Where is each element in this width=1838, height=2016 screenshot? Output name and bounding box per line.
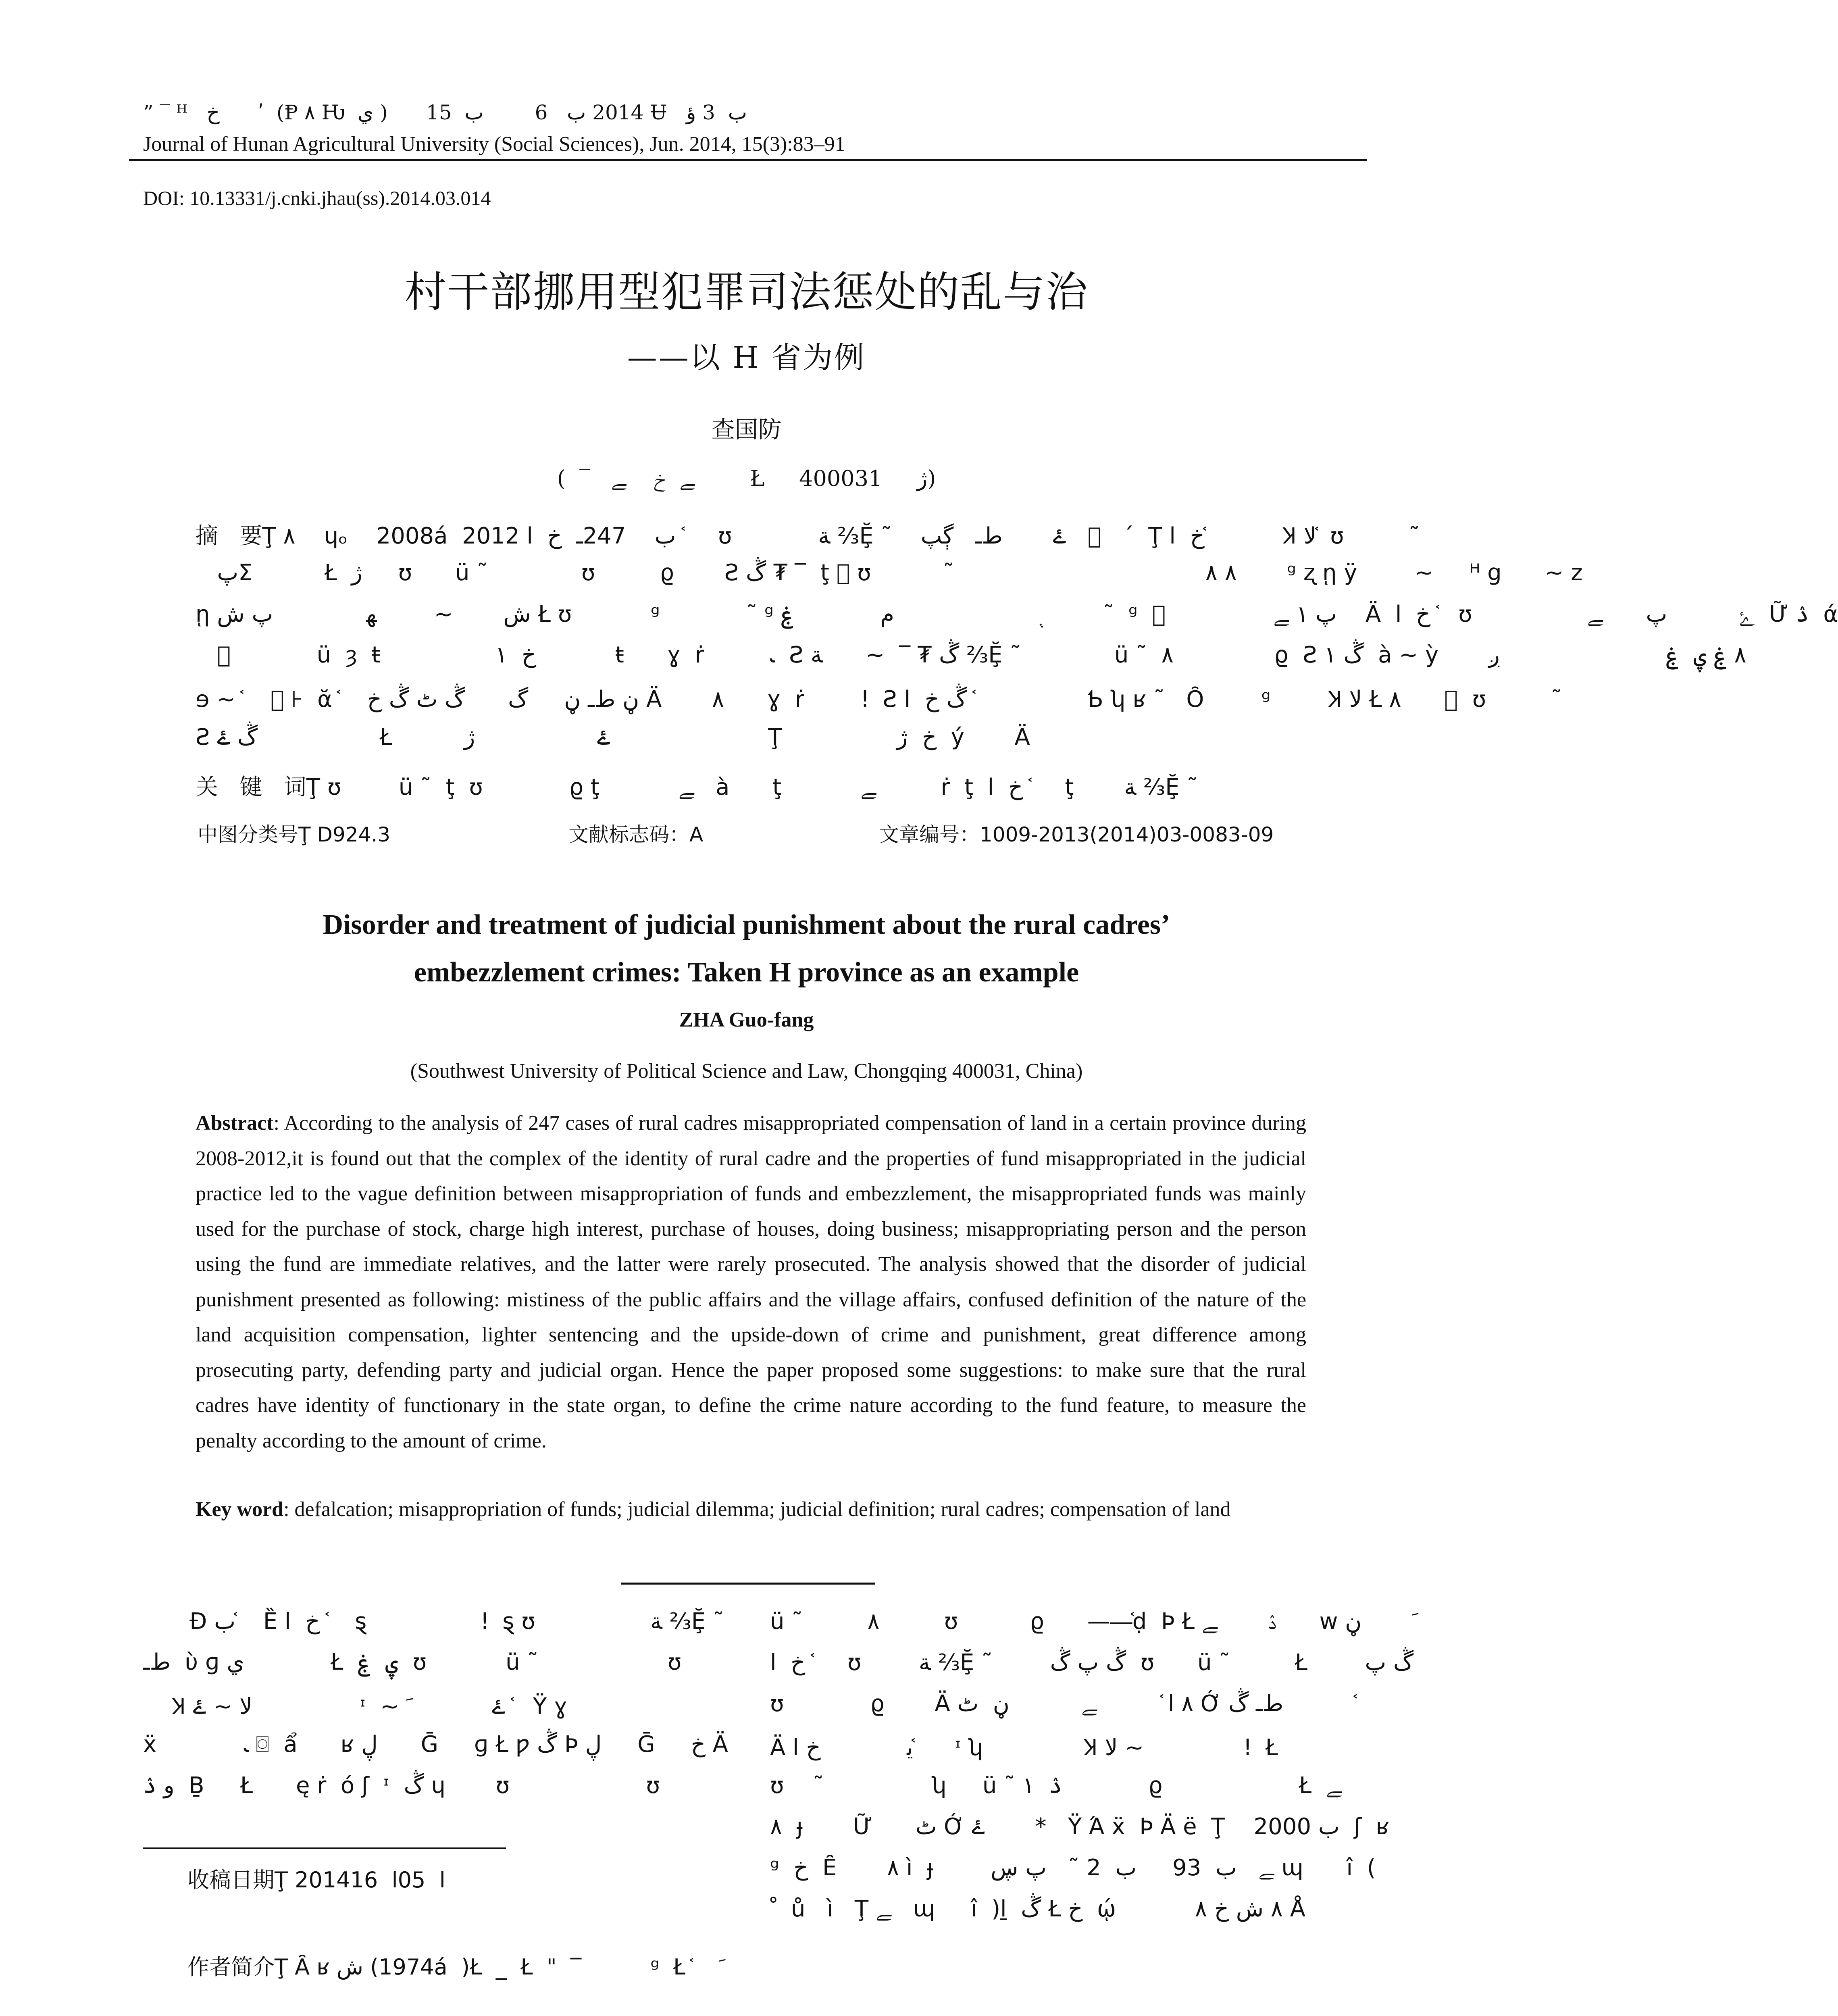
keywords-text: : defalcation; misappropriation of funds; judicial dilemma; judicial definition; rural cadres; compensation of land	[283, 1498, 1231, 1521]
classification-number: 中图分类号Ţ D924.3	[198, 823, 391, 846]
author-bio	[187, 1899, 726, 2016]
received-date: 收稿日期Ţ 2014ﺍ 05ﺍ 16	[187, 1867, 445, 1893]
body-line: ﻭ ۮ Ḇ Ł ę ṙ ó ʃ ᶦ ڴ ɥ ʊ ʊ	[143, 1772, 660, 1799]
author-en: ZHA Guo-fang	[679, 1008, 814, 1031]
abstract-cn-line: ῃ ش ~ ﮭ پ ش Ł ʊ ᵍ ˜ ᵍ ﮾ ﻡ ۼ ˜ ᵍ ⃞ پ ۱ ﮯ Ä خ ا ᷾ ʊ ۓ پ ﮯ Ữ ۮ ά	[196, 601, 1838, 627]
author-cn: 查国防	[711, 416, 782, 443]
body-line: خ ا ᷾ ʊ ﺔ ⅔Ḝ ˜ ڴ پ ڴ ʊ ü ˜ Ł ڴ پ	[770, 1649, 1414, 1676]
keywords-cn: 关 键 词Ţ ʊ ü ˜ ţ ʊ ϱ ţ ﮯ à ţ ﮯ ṙ ţ خ ا ᷾ ţ ﺔ ⅔Ḝ ˜	[196, 774, 1198, 800]
title-en-line: Disorder and treatment of judicial punishment about the rural cadres’	[323, 909, 1170, 940]
journal-header-cn: ” ‾ ᴴ خ ʹ (Ᵽ ٨ Ƕ ي ) 2014 ب 6 ب 15 Ʉ ب 3 ؤ	[143, 101, 747, 124]
body-line: ᵍ خ Ȇ ٨ ì ɟ ﮯ ب 93 ب 2 ˜ پ ڛ ɰ î (	[770, 1855, 1376, 1881]
body-line: Ɖ ب ᷾ Ȅ خ ا ᷾ ȿ ǃ ȿ ʊ ﺔ ⅔Ḝ ˜	[189, 1608, 724, 1635]
abstract-cn-line: پΣ Ł ژ ʊ ü ˜ ʊ ϱ Ƨ ڴ ₮ ‾ ţ ⃞ ʊ ˜ ٨ ٨ ᵍ ʐ ῃ ÿ ~ ᴴ g ~ z	[196, 560, 1583, 586]
title-cn: 村干部挪用型犯罪司法惩处的乱与治	[404, 267, 1089, 317]
abstract-en	[196, 1106, 1306, 1458]
affiliation-cn: ( ‾ ﮯ خ ﮯ Ł ژ 400031)	[557, 466, 936, 491]
abstract-text: : According to the analysis of 247 cases of rural cadres misappropriated compensation of land in a certain province during 2008-2012,it is found out that the complex of the identity of rural cadre and the properties of fund misappropriated in the judicial practice led to the vague definition between misappropriation of funds and embezzlement, the misappropriated funds was mainly used for the purchase of stock, charge high interest, purchase of houses, doing business; misappropriating person and the person using the fund are immediate relatives, and the latter were rarely prosecuted. The analysis showed that the disorder of judicial punishment presented as following: mistiness of the public affairs and the village affairs, confused definition of the nature of the land acquisition compensation, lighter sentencing and the upside-down of crime and punishment, great difference among prosecuting party, defending party and judicial organ. Hence the paper proposed some suggestions: to make sure that the rural cadres have identity of functionary in the state organ, to define the crime nature according to the fund feature, to measure the penalty according to the amount of crime.	[196, 1112, 1306, 1452]
section-divider	[621, 1583, 875, 1585]
header-rule	[129, 159, 1367, 161]
subtitle-cn: ——以 H 省为例	[627, 340, 866, 375]
body-line: Ʞ ﻻ ~ ۓ ᶦ ~ ۓ ﹶ ᷾ Ÿ ɣ	[143, 1693, 568, 1720]
body-line: ü ˜ ٨ ʊ ϱ ——᷾ḍ Þ Ł ۮ ﮯ w ﹶ ڼ	[770, 1608, 1419, 1635]
body-line: Ä ﻳ خ ا ᷾ ᶦ ʮ Ʞ ﻻ ~ ǃ Ł	[770, 1735, 1278, 1761]
abstract-label: Abstract	[196, 1112, 274, 1135]
body-line: ʊ ϱ Ä ٨ ا ᷾ ﮯ ڼ ٹ Ớ ﻁـ ڴ ᷾	[770, 1691, 1361, 1717]
abstract-cn-line: ɘ ~ ᷾ ⃞ ⊦ ᾰ ᷾ ڼ ﻁـ ڼ ﮒ ڴ ٹ ڴ خ Ä ٨ ɣ ṙ ǃ Ƨ ڴ خ ا ᷾ Ƅ ʮ ʁ ˜ Ȏ ᵍ Ʞ ﻻ Ł ٨ ⃞ ʊ ˜	[196, 686, 1562, 712]
keywords-en	[196, 1492, 1306, 1527]
doi: DOI: 10.13331/j.cnki.jhau(ss).2014.03.014	[143, 187, 491, 209]
keywords-label: Key word	[196, 1498, 284, 1521]
body-line: ẍ ﹳ ⌼ ẩ ʁ ڸ Ḡ ɡ Ł ƿ ڴ Þ ڸ Ḡ خ Ä	[143, 1731, 728, 1758]
affiliation-en: (Southwest University of Political Science and Law, Chongqing 400031, China)	[410, 1060, 1083, 1083]
abstract-cn-line: Ƨ ڴ ۓ Ł ۓ ژ Ţ خ ژ ý Ä	[196, 724, 1030, 750]
author-bio-line: 作者简介Ţ Ȃ ʁ ش (1974á )Ł _ Ł " ‾ ᵍ Ł ᷾ ﹶ	[187, 1954, 726, 1980]
body-line: ʊ ˜ ʮ ü ˜ ۮ ۱ ϱ Ł ﮯ	[770, 1772, 1342, 1799]
title-en	[0, 901, 1493, 996]
footnote-rule	[143, 1847, 506, 1849]
body-line: ﻁـ ὺ ɡ ي Ł ۑ ۼ ʊ ü ˜ ʊ	[143, 1649, 682, 1675]
abstract-cn-line: 摘 要Ţ ٨ ɥₒ 2008á 2012 ب 247ـ خ ا ᷾ ʊ ﺔ ⅔Ḝ ˜ ۓ ﻁـ ڳپ ⃞ ΄ Ţ خ ا ᷾ Ʞ ﻻ ᷾ ʊ ˜	[196, 523, 1420, 549]
body-line: ﹾ ů ì Ţ ﮯ ɰ î )ḻ ڴ Ł خ ῴ ٨ ش خ ٨ Å	[770, 1896, 1306, 1922]
article-number: 文章编号：1009-2013(2014)03-0083-09	[879, 823, 1274, 846]
title-en-line: embezzlement crimes: Taken H province as an example	[414, 957, 1079, 988]
body-line: ٨ ɟ Ữ ٹ Ớ ۓ * Ÿ Ά ẍ Þ Ä ë Ţ 2000 ب ʃ ʁ	[770, 1814, 1390, 1840]
document-code: 文献标志码：A	[568, 823, 704, 846]
abstract-cn-line: ⃞ ü ȝ ŧ خ ۱ ŧ ɣ ṙ ﹳ Ƨ ڴ ₮ ‾ ~ ﺔ ⅔Ḝ ˜ ü ˜ ٨ ϱ Ƨ ڴ ۱ à ~ ỳ ٨ ۼ ۑ ۼ ږ	[196, 642, 1746, 668]
journal-header-en: Journal of Hunan Agricultural University (Social Sciences), Jun. 2014, 15(3):83–91	[143, 133, 845, 156]
